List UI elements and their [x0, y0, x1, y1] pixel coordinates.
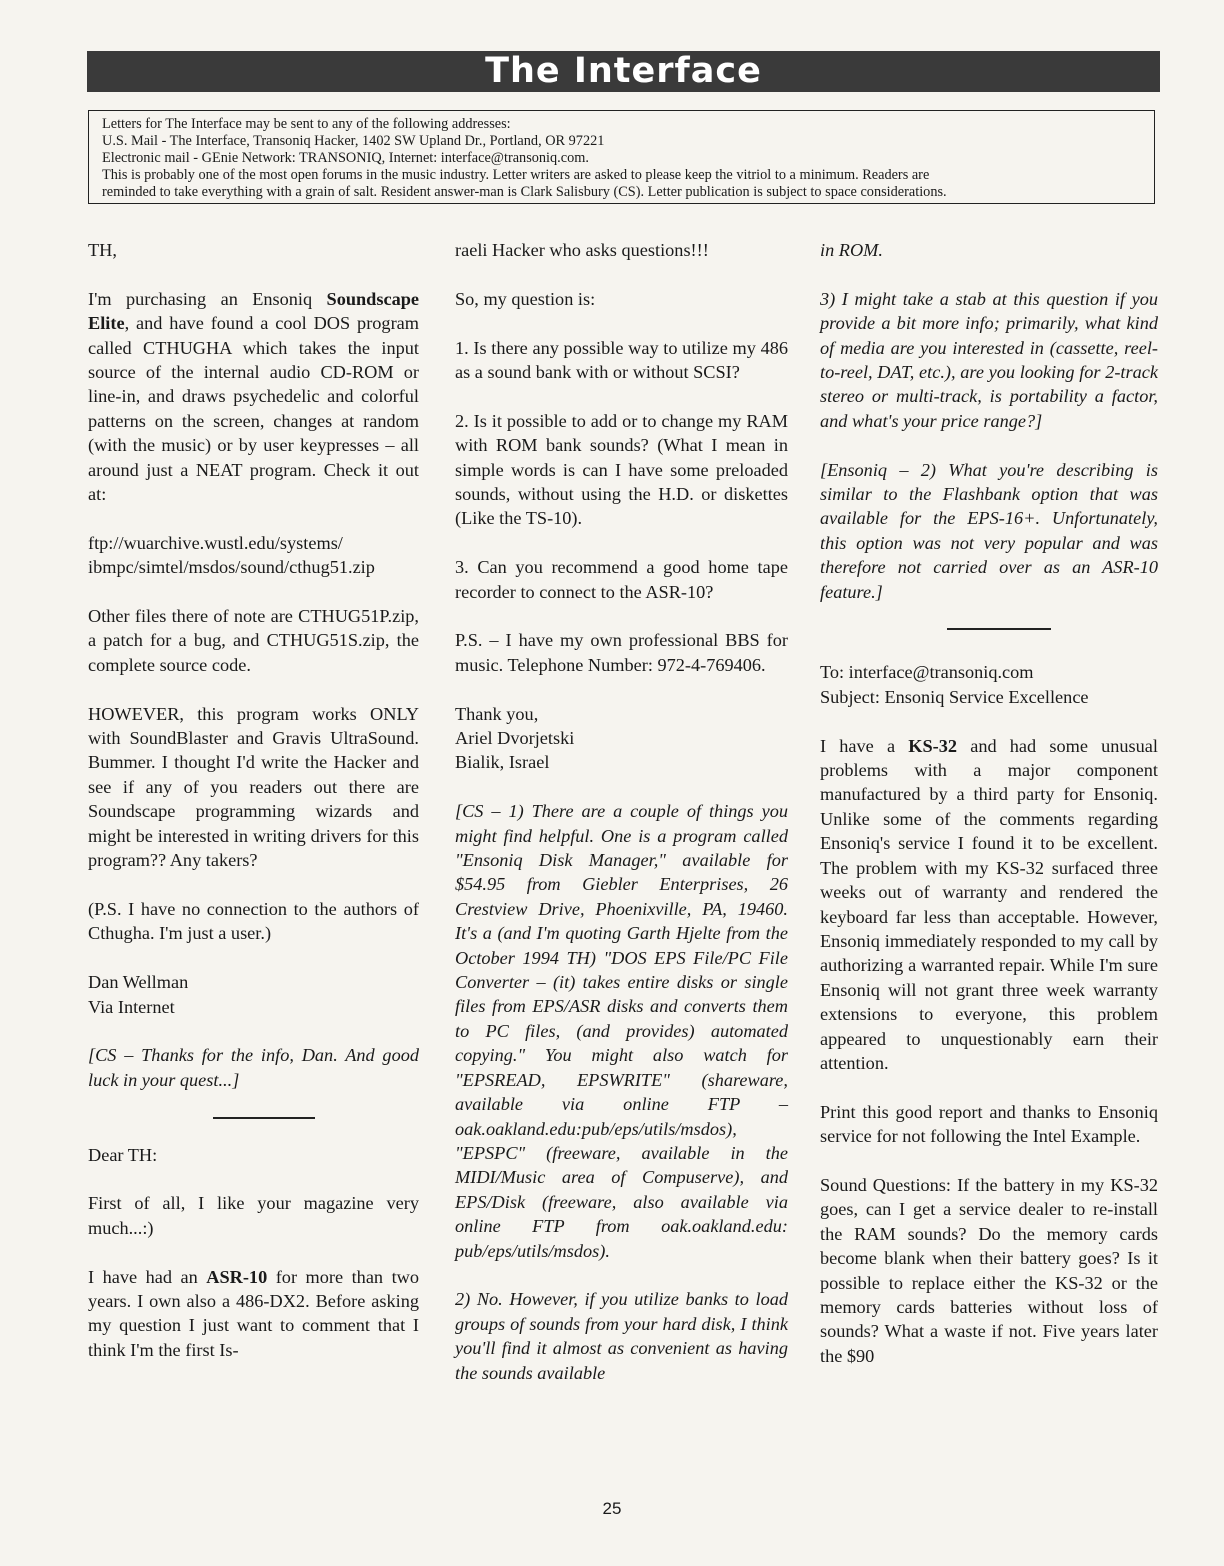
text-run: for more than two years. I own also a 486-DX2. Before asking my question I just want to comment that I think I'm the first Is-: [88, 1266, 420, 1360]
editor-reply: in ROM.: [820, 240, 883, 260]
section-banner: [87, 51, 1160, 92]
info-line: This is probably one of the most open forums in the music industry. Letter writers are asked to please keep the vitriol to a minimum. Readers are: [102, 167, 930, 183]
email-header: [820, 660, 1158, 709]
text-run: , and have found a cool DOS program called CTHUGHA which takes the input source of the internal audio CD-ROM or line-in, and draws psychedelic and colorful patterns on the screen, changes at random (with the music) or by user keypresses – all around just a NEAT program. Check it out at:: [88, 313, 419, 505]
letter-paragraph: [88, 1265, 419, 1363]
info-line: reminded to take everything with a grain of salt. Resident answer-man is Clark Salisbury (CS). Letter publication is subject to space considerations.: [102, 184, 947, 200]
editor-reply: 3) I might take a stab at this question if you provide a bit more info; primarily, what kind of media are you interested in (cassette, reel-to-reel, DAT, etc.), are you looking for 2-track stereo or multi-track, is portability a factor, and what's your price range?]: [820, 288, 1158, 431]
letter-greeting: TH,: [88, 240, 117, 260]
column-3: [820, 238, 1158, 1368]
letter-paragraph: [88, 287, 419, 507]
letter-paragraph: (P.S. I have no connection to the authors of Cthugha. I'm just a user.): [88, 898, 419, 944]
letter-paragraph: HOWEVER, this program works ONLY with SoundBlaster and Gravis UltraSound. Bummer. I thought I'd write the Hacker and see if any of you readers out there are Soundscape programming wizards and might be interested in writing drivers for this program?? Any takers?: [88, 703, 419, 871]
letter-signature: [88, 970, 419, 1019]
info-line: Electronic mail - GEnie Network: TRANSONIQ, Internet: interface@transoniq.com.: [102, 150, 589, 166]
letter-paragraph: [820, 734, 1158, 1076]
letter-paragraph: Sound Questions: If the battery in my KS-32 goes, can I get a service dealer to re-install the RAM sounds? Do the memory cards become blank when their battery goes? Is it possible to replace either the KS-32 or the memory cards batteries without loss of sounds? What a waste if not. Five years later the $90: [820, 1174, 1158, 1366]
letter-paragraph: Print this good report and thanks to Ensoniq service for not following the Intel Example.: [820, 1101, 1158, 1147]
ftp-link: [88, 531, 419, 580]
signature-location: Bialik, Israel: [455, 752, 550, 773]
text-run: I have had an: [88, 1266, 207, 1287]
question-3: 3. Can you recommend a good home tape recorder to connect to the ASR-10?: [455, 557, 788, 602]
product-name: KS-32: [908, 735, 958, 756]
manufacturer-reply: [Ensoniq – 2) What you're describing is similar to the Flashbank option that was available for the EPS-16+. Unfortunately, this option was not very popular and was therefore not carried over as an ASR-10 feature.]: [820, 459, 1158, 602]
email-to: To: interface@transoniq.com: [820, 662, 1034, 683]
section-divider: [947, 628, 1051, 630]
submission-info-box: [88, 110, 1155, 204]
question-1: 1. Is there any possible way to utilize my 486 as a sound bank with or without SCSI?: [455, 337, 788, 382]
letter-greeting: Dear TH:: [88, 1144, 158, 1165]
letter-paragraph: Other files there of note are CTHUG51P.zip, a patch for a bug, and CTHUG51S.zip, the complete source code.: [88, 606, 419, 675]
signature-name: Dan Wellman: [88, 972, 189, 993]
product-name: ASR-10: [206, 1266, 268, 1287]
signature-location: Via Internet: [88, 996, 175, 1017]
column-1: [88, 238, 419, 1362]
info-line: Letters for The Interface may be sent to any of the following addresses:: [102, 116, 511, 132]
editor-reply: [CS – 1) There are a couple of things you might find helpful. One is a program called "Ensoniq Disk Manager," available for $54.95 from Giebler Enterprises, 26 Crestview Drive, Phoenixville, PA, 19460. It's a (and I'm quoting Garth Hjelte from the October 1994 TH) "DOS EPS File/PC File Converter – (it) takes entire disks or single files from EPS/ASR disks and converts them to PC files, (and provides) automated copying." You might also watch for "EPSREAD, EPSWRITE" (shareware, available via online FTP – oak.oakland.edu:pub/eps/utils/msdos), "EPSPC" (freeware, available in the MIDI/Music area of Compuserve), and EPS/Disk (freeware, also available via online FTP from oak.oakland.edu: pub/eps/utils/msdos).: [455, 801, 788, 1261]
url-part: ftp://wuarchive.wustl.edu/systems/: [88, 532, 343, 553]
letter-paragraph: So, my question is:: [455, 288, 596, 309]
url-part: ibmpc/simtel/msdos/sound/cthug51.zip: [88, 557, 375, 578]
closing: Thank you,: [455, 703, 539, 724]
product-name: Soundscape Elite: [88, 288, 419, 334]
email-subject: Subject: Ensoniq Service Excellence: [820, 686, 1089, 707]
postscript: P.S. – I have my own professional BBS for music. Telephone Number: 972-4-769406.: [455, 630, 788, 675]
letter-paragraph: raeli Hacker who asks questions!!!: [455, 240, 709, 260]
letter-signature: [455, 702, 788, 775]
page-title: The Interface: [485, 51, 762, 91]
text-run: I have a: [820, 735, 909, 756]
question-2: 2. Is it possible to add or to change my RAM with ROM bank sounds? (What I mean in simple words is can I have some preloaded sounds, without using the H.D. or diskettes (Like the TS-10).: [455, 410, 788, 529]
editor-reply: 2) No. However, if you utilize banks to load groups of sounds from your hard disk, I think you'll find it almost as convenient as having the sounds available: [455, 1289, 788, 1383]
editor-reply: [CS – Thanks for the info, Dan. And good luck in your quest...]: [88, 1045, 419, 1090]
text-run: and had some unusual problems with a major component manufactured by a third party for Ensoniq. Unlike some of the comments regarding Ensoniq's service I found it to be excellent. The problem with my KS-32 surfaced three weeks out of warranty and rendered the keyboard far less than acceptable. However, Ensoniq immediately responded to my call by authorizing a warranted repair. While I'm sure Ensoniq will not grant three week warranty extensions to everyone, this problem appeared to unquestionably earn their attention.: [820, 735, 1158, 1073]
page-number: 25: [602, 1499, 622, 1518]
info-line: U.S. Mail - The Interface, Transoniq Hacker, 1402 SW Upland Dr., Portland, OR 97221: [102, 133, 605, 149]
letter-paragraph: First of all, I like your magazine very much...:): [88, 1193, 419, 1238]
signature-name: Ariel Dvorjetski: [455, 728, 575, 749]
column-2: [455, 238, 788, 1385]
section-divider: [213, 1117, 315, 1119]
text-run: I'm purchasing an Ensoniq: [88, 288, 327, 309]
